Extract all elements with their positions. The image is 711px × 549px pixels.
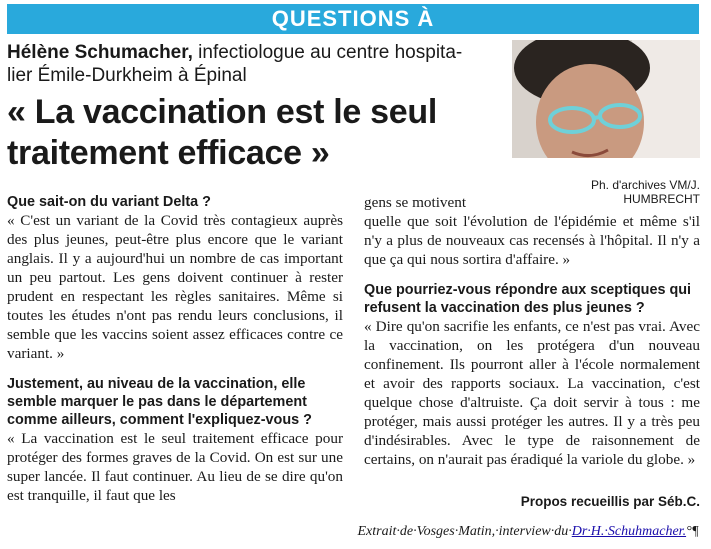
- portrait-illustration: [512, 40, 700, 171]
- question-2: Justement, au niveau de la vaccination, elle semble marquer le pas dans le département comme ailleurs, comment l'expliquez-vous ?: [7, 376, 312, 428]
- photo-caption: Ph. d'archives VM/J. HUMBRECHT: [591, 178, 700, 206]
- question-1: Que sait-on du variant Delta ?: [7, 194, 211, 210]
- answer-2: « La vaccination est le seul traitement efficace pour protéger des formes graves de la Covid. On est sur une super lancée. Il faut continuer. Au lieu de se dire qu'on est tranquille, il faut que les: [7, 430, 343, 504]
- portrait-photo: [512, 40, 700, 171]
- answer-3: « Dire qu'on sacrifie les enfants, ce n'est pas vrai. Avec la vaccination, on les protégera d'un nouveau confinement. Ils pourront aller à l'école normalement et avoir des rapports sociaux. La vaccination, c'est quelque chose d'altruiste. Ça doit servir à tous : me protéger, mais aussi protéger les autres. Il y a très peu d'indésirables. Avec le type de raisonnement de certains, on n'aurait pas éradiqué la variole du globe. »: [364, 318, 700, 468]
- headline-line2: traitement efficace »: [7, 134, 330, 172]
- footer-prefix: Extrait·de·Vosges·Matin,·interview·du·: [357, 524, 572, 539]
- interview-credit: Propos recueillis par Séb.C.: [520, 494, 700, 509]
- author-name: Hélène Schumacher,: [7, 42, 193, 63]
- answer-2-continued-head: gens se motivent: [364, 194, 467, 211]
- author-role-line1: infectiologue au centre hospita-: [192, 42, 463, 63]
- section-banner: [7, 4, 699, 34]
- article-column-left: [7, 193, 343, 505]
- article-column-right: [364, 193, 700, 469]
- footer-suffix: °¶: [686, 524, 699, 539]
- doctor-link[interactable]: Dr·H.·Schuhmacher.: [571, 524, 687, 539]
- headline: [7, 92, 507, 174]
- answer-1: « C'est un variant de la Covid très contagieux auprès des plus jeunes, peut-être plus encore que le variant anglais. Il y a aujourd'hui un nombre de cas important un peu partout. Les gens doivent continuer à rester prudent en respectant les règles sanitaires. Même si toutes les études n'ont pas rendu leurs conclusions, il semble que les vaccins soient assez efficaces contre ce variant. »: [7, 212, 343, 362]
- author-role-line2: lier Émile-Durkheim à Épinal: [7, 65, 247, 86]
- banner-label: QUESTIONS À: [271, 6, 435, 31]
- source-footer: [7, 524, 699, 540]
- byline: [7, 41, 507, 87]
- headline-line1: « La vaccination est le seul: [7, 93, 438, 131]
- answer-2-continued: quelle que soit l'évolution de l'épidémie et même s'il n'y a plus de nouveaux cas recensés à l'hôpital. Il n'y a que ça qui nous sortira d'affaire. »: [364, 213, 700, 268]
- question-3: Que pourriez-vous répondre aux sceptiques qui refusent la vaccination des plus jeunes ?: [364, 282, 692, 316]
